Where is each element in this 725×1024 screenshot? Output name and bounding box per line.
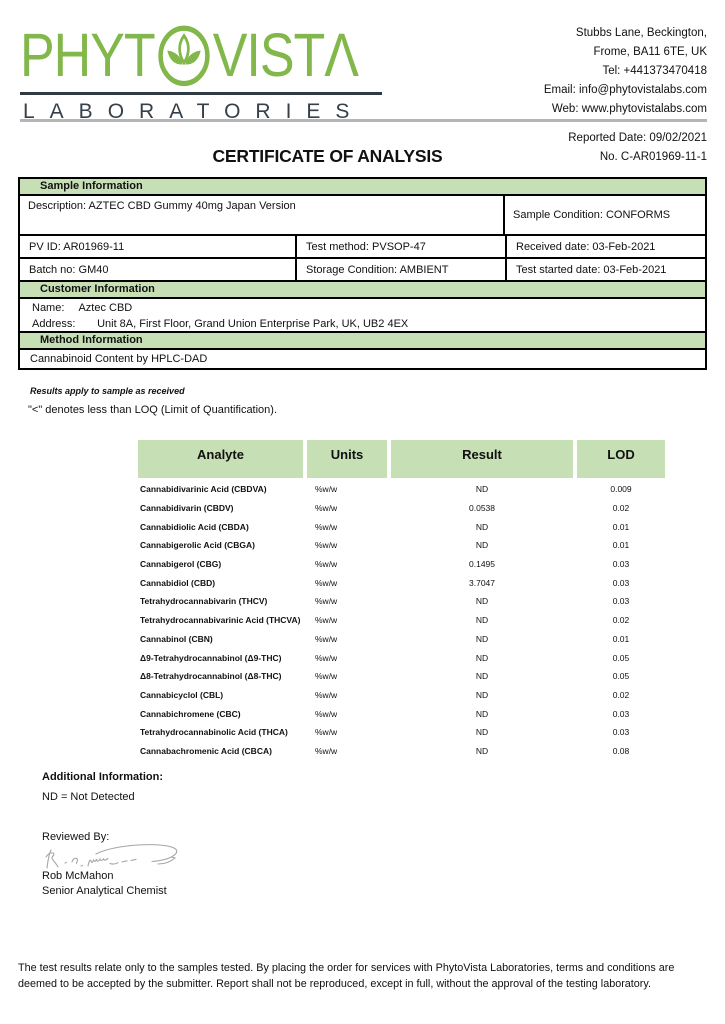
cell-analyte: Cannabidiolic Acid (CBDA) (140, 521, 249, 532)
cell-analyte: Δ9-Tetrahydrocannabinol (Δ9-THC) (140, 652, 282, 663)
table-row (138, 611, 669, 630)
cell-lod: 0.01 (612, 633, 630, 644)
sample-received-note: Results apply to sample as received (30, 386, 185, 396)
section-header-method-information: Method Information (20, 333, 705, 350)
cell-units: %w/w (315, 503, 338, 514)
customer-name-label: Name: (32, 302, 65, 314)
cell-result: 0.1495 (469, 559, 495, 570)
cell-units: %w/w (315, 745, 338, 756)
cell-result: ND (475, 708, 489, 719)
cell-analyte: Cannabidiol (CBD) (140, 577, 216, 588)
info-table (18, 177, 707, 370)
report-number: No. C-AR01969-11-1 (599, 151, 707, 163)
sample-condition: Sample Condition: CONFORMS (513, 209, 671, 221)
cell-units: %w/w (315, 615, 338, 626)
cell-result: ND (475, 484, 489, 495)
cell-result: ND (475, 615, 489, 626)
cell-analyte: Cannabidivarinic Acid (CBDVA) (140, 484, 267, 495)
cell-units: %w/w (315, 540, 338, 551)
column-header-lod: LOD (577, 440, 665, 478)
customer-address-label: Address: (32, 318, 76, 330)
test-method: Test method: PVSOP-47 (297, 236, 507, 257)
column-header-result: Result (391, 440, 573, 478)
cell-units: %w/w (315, 708, 338, 719)
table-row (138, 517, 669, 536)
cell-result: ND (475, 689, 489, 700)
cell-units: %w/w (315, 484, 338, 495)
address-line: Email: info@phytovistalabs.com (543, 84, 707, 96)
column-header-analyte: Analyte (138, 440, 303, 478)
cell-result: ND (475, 540, 489, 551)
address-line: Frome, BA11 6TE, UK (593, 46, 707, 58)
cell-units: %w/w (315, 652, 338, 663)
table-row (138, 592, 669, 611)
column-header-units: Units (307, 440, 387, 478)
cell-analyte: Cannabigerol (CBG) (140, 559, 222, 570)
table-row (138, 480, 669, 499)
cell-units: %w/w (315, 633, 338, 644)
leaf-circle-icon (157, 24, 211, 88)
cell-units: %w/w (315, 521, 338, 532)
cell-lod: 0.02 (612, 503, 630, 514)
cell-units: %w/w (315, 577, 338, 588)
loq-note: "<" denotes less than LOQ (Limit of Quantification). (28, 404, 278, 416)
batch-no: Batch no: GM40 (20, 259, 297, 280)
cell-lod: 0.01 (612, 540, 630, 551)
table-row (138, 648, 669, 667)
cell-analyte: Δ8-Tetrahydrocannabinol (Δ8-THC) (140, 671, 282, 682)
table-row (138, 723, 669, 742)
table-row (138, 555, 669, 574)
logo-text-vista: VISTΛ (212, 21, 358, 91)
customer-address: Unit 8A, First Floor, Grand Union Enterprise Park, UK, UB2 4EX (97, 318, 409, 330)
cell-analyte: Cannabinol (CBN) (140, 633, 213, 644)
pv-id: PV ID: AR01969-11 (20, 236, 297, 257)
cell-analyte: Cannabidivarin (CBDV) (140, 503, 234, 514)
cell-lod: 0.05 (612, 652, 630, 663)
cell-analyte: Cannabicyclol (CBL) (140, 689, 224, 700)
reviewed-by-label: Reviewed By: (42, 831, 110, 843)
table-row (138, 742, 669, 761)
reviewer-title: Senior Analytical Chemist (42, 885, 167, 897)
cell-analyte: Cannabigerolic Acid (CBGA) (140, 540, 255, 551)
description-row (20, 196, 705, 236)
table-row (138, 630, 669, 649)
cell-units: %w/w (315, 689, 338, 700)
cell-lod: 0.03 (612, 708, 630, 719)
sample-description: Description: AZTEC CBD Gummy 40mg Japan Version (20, 196, 505, 234)
storage-condition: Storage Condition: AMBIENT (297, 259, 507, 280)
results-rows (138, 480, 669, 760)
cell-analyte: Cannabachromenic Acid (CBCA) (140, 745, 272, 756)
customer-cell (20, 299, 705, 333)
header-separator (20, 119, 707, 122)
received-date: Received date: 03-Feb-2021 (516, 240, 656, 253)
cell-analyte: Tetrahydrocannabivarinic Acid (THCVA) (140, 615, 301, 626)
cell-lod: 0.009 (610, 484, 632, 495)
cell-analyte: Cannabichromene (CBC) (140, 708, 241, 719)
customer-name-line (32, 302, 705, 314)
nd-definition: ND = Not Detected (42, 791, 135, 803)
cell-units: %w/w (315, 671, 338, 682)
cell-lod: 0.03 (612, 577, 630, 588)
cell-result: ND (475, 745, 489, 756)
page-title: CERTIFICATE OF ANALYSIS (212, 146, 443, 166)
cell-result: ND (475, 671, 489, 682)
table-row (138, 667, 669, 686)
reviewer-name: Rob McMahon (42, 870, 114, 882)
cell-units: %w/w (315, 596, 338, 607)
table-row (138, 573, 669, 592)
cell-lod: 0.03 (612, 596, 630, 607)
cell-result: ND (475, 652, 489, 663)
cell-result: ND (475, 727, 489, 738)
reported-date: Reported Date: 09/02/2021 (568, 132, 707, 144)
cell-units: %w/w (315, 727, 338, 738)
table-row (138, 499, 669, 518)
logo-wordmark (20, 21, 382, 91)
table-row (138, 686, 669, 705)
logo-laboratories-text: LABORATORIES (23, 100, 365, 123)
additional-information-title: Additional Information: (42, 771, 163, 783)
cell-lod: 0.02 (612, 689, 630, 700)
address-line: Stubbs Lane, Beckington, (575, 27, 707, 39)
batch-row (20, 259, 705, 282)
cell-result: 3.7047 (469, 577, 495, 588)
customer-address-line (32, 318, 705, 330)
cell-result: ND (475, 596, 489, 607)
section-header-customer-information: Customer Information (20, 282, 705, 299)
address-line: Web: www.phytovistalabs.com (551, 103, 707, 115)
company-logo (20, 21, 382, 124)
method-description: Cannabinoid Content by HPLC-DAD (30, 353, 208, 365)
cell-result: 0.0538 (469, 503, 495, 514)
cell-lod: 0.08 (612, 745, 630, 756)
address-line: Tel: +441373470418 (602, 65, 707, 77)
logo-text-phyt: PHYT (20, 21, 155, 91)
cell-analyte: Tetrahydrocannabivarin (THCV) (140, 596, 268, 607)
cell-lod: 0.03 (612, 559, 630, 570)
table-row (138, 704, 669, 723)
cell-result: ND (475, 633, 489, 644)
cell-lod: 0.01 (612, 521, 630, 532)
test-started-date: Test started date: 03-Feb-2021 (516, 263, 667, 276)
cell-units: %w/w (315, 559, 338, 570)
cell-lod: 0.05 (612, 671, 630, 682)
customer-name: Aztec CBD (78, 302, 133, 314)
pv-id-row (20, 236, 705, 259)
cell-lod: 0.03 (612, 727, 630, 738)
table-row (138, 536, 669, 555)
cell-analyte: Tetrahydrocannabinolic Acid (THCA) (140, 727, 288, 738)
cell-result: ND (475, 521, 489, 532)
cell-lod: 0.02 (612, 615, 630, 626)
company-address (544, 24, 707, 119)
results-table (138, 440, 669, 760)
footer-disclaimer: The test results relate only to the samples tested. By placing the order for services with PhytoVista Laboratories, terms and conditions are deemed to be accepted by the submitter. Report shall not be reproduced, except in full, without the approval of the testing laboratory. (18, 962, 675, 990)
results-header-row (138, 440, 669, 478)
section-header-sample-information: Sample Information (20, 179, 705, 196)
logo-divider (20, 92, 382, 95)
